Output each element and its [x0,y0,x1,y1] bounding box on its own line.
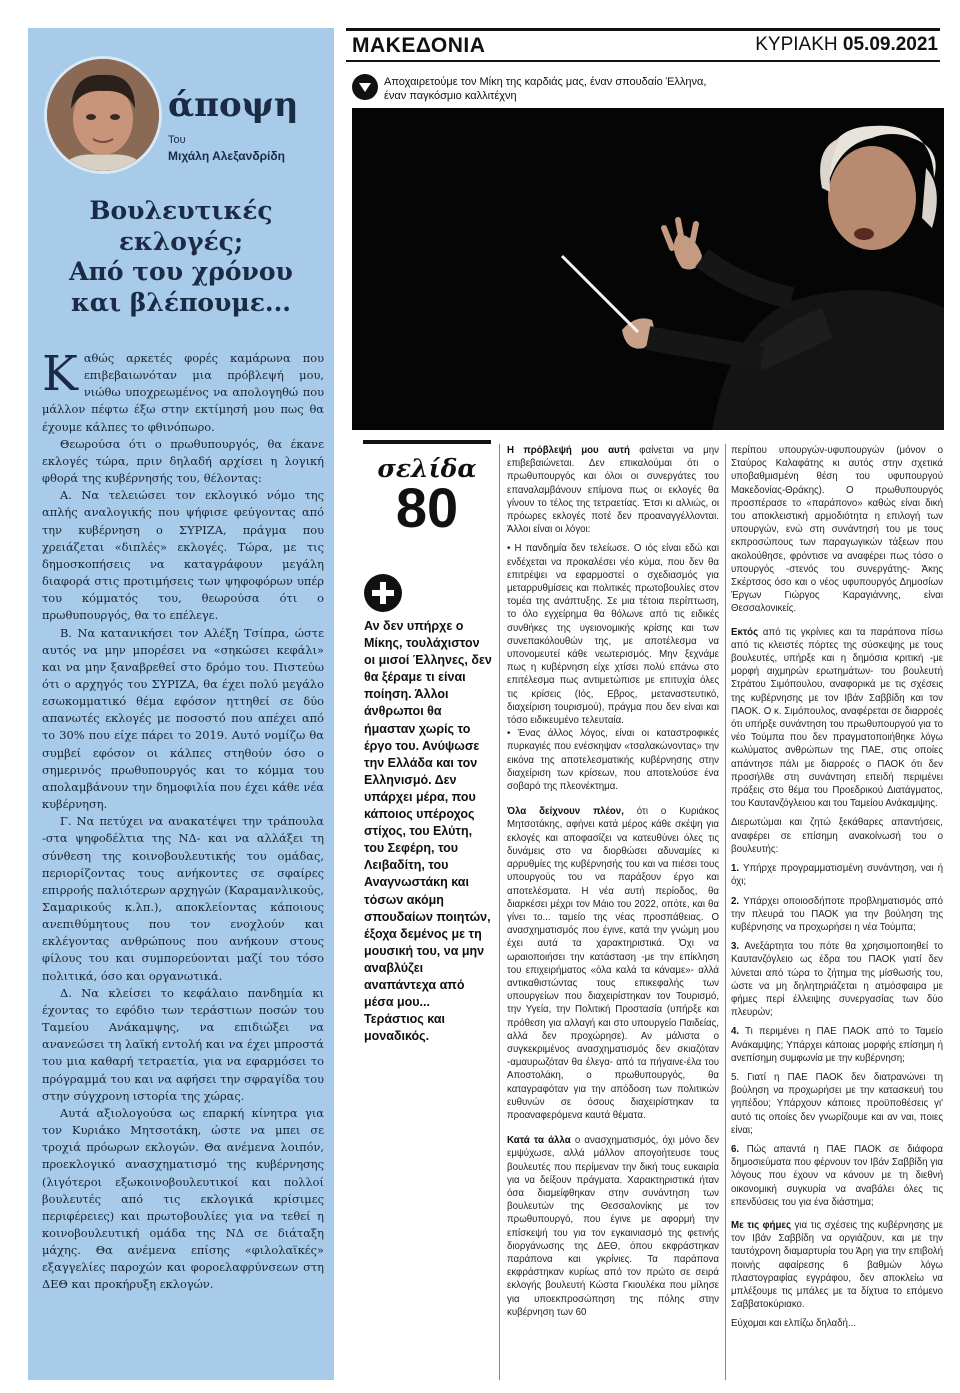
photo-caption: Αποχαιρετούμε τον Μίκη της καρδιάς μας, έναν σπουδαίο Έλληνα, έναν παγκόσμιο καλλιτέχνη [384,76,707,102]
opinion-paragraph [42,346,324,436]
article-paragraph: • Η πανδημία δεν τελείωσε. Ο ιός είναι εδώ και ενδέχεται να προκαλέσει νέο κύμα, που δεν θα επιτρέψει να εφαρμοστεί ο σχεδιασμός για μεταρρυθμίσεις και πολιτικές πρωτοβουλίες στον τομέα της ανάπτυξης. Σε μια τέτοια περίπτωση, το όλο εγχείρημα θα θόλωνε από τις ειδικές συνθήκες της υγειονομικής κρίσης και των συνεπακόλουθών της, με αποτέλεσμα να υπονομευτεί κάθε νεωτερισμός. Μην ξεχνάμε πως η κυβέρνηση είχε χτίσει πολύ επάνω στο επιτέλεσμα πως αντιμετώπισε με επιτυχία όλες τις κρίσεις (Ιός, Εβρος, μεταναστευτικό, διαχείριση τουρισμού), πράγμα που δεν είναι και τόσο ειδικευμένο τελευταία. [507,543,719,727]
question-number: 4. [731,1026,740,1038]
article-column-right [731,444,943,1380]
question-item [731,1143,943,1209]
article-paragraph: • Ένας άλλος λόγος, είναι οι καταστροφικές πυρκαγιές που ενέσκηψαν «τσαλακώνοντας» την εικόνα της αποτελεσματικής κυβέρνησης στην διαχείριση των κρίσεων, που αποτελούσε ένα σοβαρό της πλεονέκτημα. [507,728,719,793]
author-portrait-icon [47,59,159,171]
article-paragraph [731,626,943,811]
article-paragraph: Διερωτώμαι και ζητώ ξεκάθαρες απαντήσεις, αναφέρει σε επίσημη ανακοίνωσή του ο βουλευτής: [731,817,943,855]
paragraph-text: για τις σχέσεις της κυβέρνησης με τον Ιβάν Σαββίδη να οργιάζουν, και με την ταυτόχρονη διαμαρτυρία του Άρη για την επιβολή ποινής αφαίρεσης 6 βαθμών λόγω πλαστογραφίας εγγράφου, δεν αποκλείω να μπλέξουμε τις μπάλες με τα δίχτυα το επόμενο Σαββατοκύριακο. [731,1219,943,1311]
question-text: Ανεξάρτητα του πότε θα χρησιμοποιηθεί το Καυτανζόγλειο ως έδρα του ΠΑΟΚ γιατί δεν λύνεται από τώρα το ζήτημα της μίσθωσής του, ώστε να μη δηλητηριάζεται η ατμόσφαιρα με φήμες περί έλλειψης συνεργασίας των δύο πλευρών; [731,941,943,1019]
opinion-headline [38,196,324,318]
article-paragraph: περίπου υπουργών-υφυπουργών (μόνον ο Σταύρος Καλαφάτης κι αυτός στην σχετικά υποβαθμισμένη θέση του υφυπουργού Μακεδονίας-Θράκης). Ο πρωθυπουργός προσπέρασε το «παράπονο» καθώς είναι δική του αποκλειστική αρμοδιότητα η επιλογή των υπουργών, ενώ στη συνάντησή του με τους εκπροσώπους των παραγωγικών τάξεων που ακολούθησε, φρόντισε να αναφέρει πως τόσο ο υπουργός -στενός του συνεργάτης- Άκης Σκέρτσος όσο και ο νέος υφυπουργός Δημοσίων Έργων Γιώργος Καραγιάννης, είναι Θεσσαλονικείς. [731,445,943,615]
issue-day: ΚΥΡΙΑΚΗ [755,34,838,55]
conductor-photo [352,108,944,430]
question-item [731,1025,943,1065]
caption-arrow-icon [352,74,378,100]
article-paragraph [507,1134,719,1319]
opinion-paragraph: Γ. Να πετύχει να ανακατέψει την τράπουλα -στα ψηφοδέλτια της ΝΔ- και να αλλάξει τη σύνθεση της κοινοβουλευτικής του ομάδας, περιορίζοντας τους ανήκοντες σε σφαίρες επιρροής παλιότερων αρχηγών (Καραμανλικούς, Σαμαρικούς κ.λπ.), αποκλείοντας κάποιους ανεπιθύμητους που τον ενοχλούν και εκλέγοντας ανθρώπους που ανήκουν στους φίλους του και συμπορεύονται μαζί του τόσο πολιτικά, όσο και οργανωτικά. [42,814,324,983]
drop-cap: Κ [42,346,78,402]
article-paragraph [507,444,719,536]
masthead-rule [346,60,940,62]
article-paragraph: Εύχομαι και ελπίζω δηλαδή... [731,1318,856,1330]
question-text: Τι περιμένει η ΠΑΕ ΠΑΟΚ από το Ταμείο Ανάκαμψης; Υπάρχει κάποιας μορφής επίσημη ή ανεπίσημη συμφωνία με την κυβέρνηση; [731,1026,943,1064]
question-number: 6. [731,1143,740,1155]
paragraph-text: ότι ο Κυριάκος Μητσοτάκης, αφήνει κατά μέρος κάθε σκέψη για εκλογές και αποφασίζει να κατευθύνει όλες τις δυνάμεις στο να διορθώσει αδυναμίες κι αρρυθμίες της κυβέρνησής του και να πιέσει τους υπουργούς του να παράξουν έργο και αποτελέσματα. Η νέα αυτή περίοδος, θα διαρκέσει μέχρι τον Μάιο του 2022, οπότε, και θα γίνει το... ταμείο της νέας προσπάθειας. Ο ανασχηματισμός που έγινε, κατά την γνώμη μου έχει αυτά τα χαρακτηριστικά. Όχι να ωραιοποιήσει την κατάσταση -με την επίκληση του επιχειρήματος «όλα καλά τα κάναμε»- αλλά αντικαθιστώντας τους επικεφαλής των υπουργείων που διαχειρίστηκαν τον Τουρισμό, την Υγεία, την Πολιτική Προστασία (υπήρξε και πρόθεση για αλλαγή και στο υπουργείο Παιδείας, αλλά δεν προχώρησε). Αν μάλιστα ο συγκεκριμένος ανασχηματισμός δεν σκιαζόταν -αμαυρωζόταν θα έλεγα- από τα πήγαινε-έλα του Αποστολάκη, ο πρωθυπουργός, θα καταγραφόταν για την απόδοση των πολιτικών ευθυνών σε όσους διαχειρίστηκαν τα προαναφερόμενα καυτά θέματα. [507,806,719,1121]
column-divider [499,444,500,1380]
question-text: Πώς απαντά η ΠΑΕ ΠΑΟΚ σε διάφορα δημοσιεύματα που φέρνουν τον Ιβάν Σαββίδη για λόγους που έχουν να κάνουν με τη διεθνή οικονομική συγκυρία να αναβάλει όλες τις επενδύσεις του για ένα διάστημα; [731,1143,943,1208]
paragraph-text: αθώς αρκετές φορές καμάρωνα που επιβεβαιωνόταν μια πρόβλεψή μου, νιώθω υποχρεωμένος να απολογηθώ που μάλλον πέφτω έξω στην εκτίμησή μου πως θα έχουμε κάλπες το φθινόπωρο. [42,351,324,434]
issue-date-value: 05.09.2021 [842,34,938,55]
paragraph-lead: Κατά τα άλλα [507,1135,571,1147]
paragraph-lead: Η πρόβλεψή μου αυτή [507,445,630,456]
question-number: 2. [731,895,740,907]
opinion-column [28,28,334,1380]
article-paragraph [507,805,719,1122]
masthead-rule [346,28,940,31]
paragraph-text: από τις γκρίνιες και τα παράπονα πίσω από τις κλειστές πόρτες της σύσκεψης με τους βουλευτές, υπήρξε και η δημόσια κριτική -με μορφή αιχμηρών ερωτημάτων- του βουλευτή Στράτου Σιμόπουλου, αναφορικά με τις σχέσεις της κυβέρνησης με τον Ιβάν Σαββίδη και τον ΠΑΟΚ. Ο κ. Σιμόπουλος, αναφέρεται σε διαρροές ότι υπήρξε συνάντηση του πρωθυπουργού για το νέο Τούμπα που δεν πραγματοποιήθηκε λόγω κωλύματος ανθρώπων της ΠΑΕ, στις οποίες απάντησε πάλι με διαρροές ο ΠΑΟΚ ότι δεν προσήλθε στη συνάντηση επειδή περιμένει πράξεις στο θέμα του Προεδρικού Διατάγματος, του Καυτανζόγλειου και του Ταμείου Ανάκαμψης. [731,626,943,810]
plus-icon [364,574,402,612]
opinion-paragraph: Αυτά αξιολογούσα ως επαρκή κίνητρα για τον Κυριάκο Μητσοτάκη, ώστε να μπει σε τροχιά πρόωρων εκλογών. Θα ανέμενα λοιπόν, προεκλογικό ανασχηματισμό της κυβέρνησης (λιγότεροι εξωκοινοβουλευτικοί και πολλοί βουλευτές από τις εκλογικά κρίσιμες περιφέρειες) και πρωτοβουλίες για να τεθεί η κοινοβουλευτική ομάδα της ΝΔ σε διάταξη μάχης. Θα ανέμενα επίσης «φιλολαϊκές» εξαγγελίες παροχών και φοροελαφρύνσεων στη ΔΕΘ και προκήρυξη εκλογών. [42,1105,324,1292]
question-item: 5. Γιατί η ΠΑΕ ΠΑΟΚ δεν διατρανώνει τη βούληση να προχωρήσει με την κατασκευή του γηπέδου; Υπάρχουν κάποιες προϋποθέσεις γι' αυτό τις οποίες δεν γνωρίζουμε και αν ναι, ποιες είναι; [731,1071,943,1136]
headline-line: Βουλευτικές [89,196,273,225]
author-name: Μιχάλη Αλεξανδρίδη [168,149,285,163]
paragraph-lead: Εκτός [731,626,759,638]
article-paragraph [731,1219,943,1311]
issue-date [755,34,938,56]
question-text: Υπήρχε προγραμματισμένη συνάντηση, ναι ή όχι; [731,863,943,888]
paragraph-lead: Όλα δείχνουν πλέον, [507,806,624,818]
author-avatar [44,56,162,174]
question-number: 3. [731,941,740,953]
column-divider [725,444,726,1380]
question-text: Υπάρχει οποιοσδήποτε προβληματισμός από την πλευρά του ΠΑΟΚ για την βούληση της κυβέρνησης να προχωρήσει η νέα Τούμπα; [731,895,943,933]
question-item [731,862,943,888]
question-item [731,940,943,1019]
headline-line: και βλέπουμε... [70,287,292,317]
opinion-paragraph: Α. Να τελειώσει τον εκλογικό νόμο της απλής αναλογικής που ψήφισε φεύγοντας από την κυβέρνηση ο ΣΥΡΙΖΑ, πράγμα που χρειάζεται «διπλές» εκλογές. Τώρα, με τις δημοσκοπήσεις να καταγράφουν μεγάλη διαφορά στις προτιμήσεις των ψηφοφόρων υπέρ του κόμματός του, θεωρούσα ότι ο πρωθυπουργός, θα το επέλεγε. [42,488,324,623]
newspaper-name: ΜΑΚΕΔΟΝΙΑ [352,34,486,57]
opinion-label: άποψη [168,85,299,125]
page-number: 80 [395,476,459,539]
page-number-box [363,440,491,550]
opinion-paragraph: Δ. Να κλείσει το κεφάλαιο πανδημία κι έχοντας το εφόδιο των τεράστιων ποσών του Ταμείου Ανάκαμψης, να επιδιώξει να ανανεώσει τη λαϊκή εντολή και να έχει μπροστά του μια καθαρή τετραετία, για να εφαρμόσει το πρόγραμμά του και να αφήσει την σφραγίδα του στην σύγχρονη ιστορία της χώρας. [42,985,324,1103]
headline-line: Από του χρόνου [69,257,293,286]
opinion-body [42,346,324,1294]
article-column-middle [507,444,719,1380]
question-number: 1. [731,863,740,875]
paragraph-text: ο ανασχηματισμός, όχι μόνο δεν εμψύχωσε, αλλά μάλλον απογοήτευσε τους βουλευτές που περίμεναν την δική τους ευκαιρία για να δείξουν πράγματα. Χαρακτηριστικά ήταν όσα διαμείφθηκαν στην συνάντηση των βουλευτών της Θεσσαλονίκης με τον πρωθυπουργό, που έγινε με αφορμή την επίσκεψή του για τον εγκαινιασμό της φετινής διοργάνωσης της ΔΕΘ, όπου εκφράστηκαν παράπονα και γκρίνιες. Τα παράπονα εκφράστηκαν κυρίως από τον πρώτο σε σειρά εκλογής βουλευτή Κώστα Γκιουλέκα που μίλησε για υποεκπροσώπηση της πόλης στην κυβέρνηση των 60 [507,1135,719,1318]
paragraph-lead: Με τις φήμες [731,1219,792,1231]
pull-quote: Αν δεν υπήρχε ο Μίκης, τουλάχιστον οι μισοί Έλληνες, δεν θα ξέραμε τι είναι ποίηση. Άλλοι άνθρωποι θα ήμασταν χωρίς το έργο του. Ανύψωσε την Ελλάδα και τον Ελληνισμό. Δεν υπάρχει μέρα, που κάποιος υπέροχος στίχος, του Ελύτη, του Σεφέρη, του Λειβαδίτη, του Αναγνωστάκη και τόσων ακόμη σπουδαίων ποιητών, έξοχα δεμένος με τη μουσική του, να μην αναβλύζει αναπάντεχα από μέσα μου... Τεράστιος και μοναδικός. [364,619,492,1044]
question-item [731,895,943,935]
page-label: σελίδα [377,454,477,483]
author-prefix: Του [168,134,186,146]
paragraph-text: φαίνεται να μην επιβεβαιώνεται. Δεν επικαλούμαι ότι ο πρωθυπουργός και όλοι οι συνεργάτες του επαναλαμβάνουν επίμονα πως οι εκλογές θα γίνουν το τέλος της τετραετίας. Έτσι κι αλλιώς, οι πρόωρες εκλογές ποτέ δεν προαναγγέλλονται. Άλλοι είναι οι λόγοι: [507,445,719,536]
opinion-paragraph: Θεωρούσα ότι ο πρωθυπουργός, θα έκανε εκλογές τώρα, πριν δηλαδή αρχίσει η λογική φθορά της κυβέρνησής του, θέλοντας: [42,436,324,486]
opinion-paragraph: Β. Να κατανικήσει τον Αλέξη Τσίπρα, ώστε αυτός να μην μπορέσει να «σηκώσει κεφάλι» και να μην ξαναβρεθεί στο δρόμο του. Πιστεύω ότι ο αρχηγός του ΣΥΡΙΖΑ, θα έχει πολύ μεγάλο εσωκομματικό θέμα εφόσον ηττηθεί σε δύο απανωτές εκλογές με ποσοστό που απέχει από το 30% που είχε πάρει το 2019. Αυτό νομίζω θα συμβεί εφόσον οι κάλπες στηθούν όσο ο σημερινός πρωθυπουργός και το κόμμα του απολαμβάνουν την δημοφιλία που έχει κάθε νέα κυβέρνηση. [42,625,324,812]
headline-line: εκλογές; [118,226,244,256]
conductor-illustration-icon [352,108,944,430]
